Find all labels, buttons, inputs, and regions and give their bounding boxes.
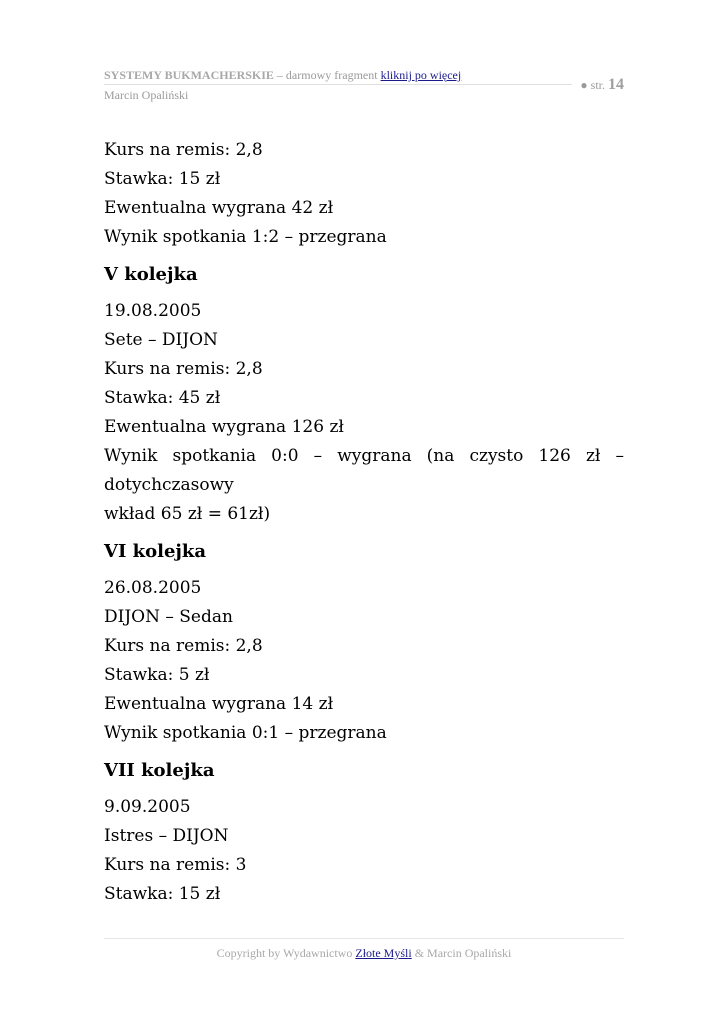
page-footer bbox=[104, 946, 624, 961]
section-heading-round6: VI kolejka bbox=[104, 541, 207, 562]
text-line: DIJON – Sedan bbox=[104, 607, 233, 627]
page-header bbox=[104, 68, 624, 102]
text-line: Stawka: 15 zł bbox=[104, 169, 221, 189]
text-line: Stawka: 15 zł bbox=[104, 884, 221, 904]
page-prefix: ● str. bbox=[580, 78, 605, 92]
text-line: Istres – DIJON bbox=[104, 826, 229, 846]
header-title-line bbox=[104, 68, 624, 83]
text-line: wkład 65 zł = 61zł) bbox=[104, 504, 271, 524]
header-author: Marcin Opaliński bbox=[104, 88, 189, 102]
text-line: Wynik spotkania 0:0 – wygrana (na czysto 126 zł – dotychczasowy bbox=[104, 446, 624, 495]
text-line: Ewentualna wygrana 126 zł bbox=[104, 417, 344, 437]
page-number-value: 14 bbox=[608, 76, 624, 93]
text-line: 9.09.2005 bbox=[104, 797, 191, 817]
text-line: 26.08.2005 bbox=[104, 578, 202, 598]
header-divider bbox=[104, 84, 572, 85]
section-heading-round7: VII kolejka bbox=[104, 760, 215, 781]
footer-divider bbox=[104, 938, 624, 939]
header-separator: – darmowy fragment bbox=[276, 68, 378, 82]
text-line: Stawka: 45 zł bbox=[104, 388, 221, 408]
text-line: Kurs na remis: 2,8 bbox=[104, 359, 263, 379]
more-link[interactable]: kliknij po więcej bbox=[380, 68, 462, 82]
page-number bbox=[580, 76, 624, 94]
footer-author: & Marcin Opaliński bbox=[414, 946, 512, 960]
section-heading-round5: V kolejka bbox=[104, 264, 198, 285]
text-line: Kurs na remis: 3 bbox=[104, 855, 247, 875]
footer-copyright: Copyright by Wydawnictwo bbox=[216, 946, 353, 960]
page-content bbox=[104, 136, 624, 909]
text-line: Wynik spotkania 0:1 – przegrana bbox=[104, 723, 387, 743]
text-line: Sete – DIJON bbox=[104, 330, 218, 350]
text-line: Ewentualna wygrana 42 zł bbox=[104, 198, 334, 218]
text-line: Kurs na remis: 2,8 bbox=[104, 140, 263, 160]
text-line: Wynik spotkania 1:2 – przegrana bbox=[104, 227, 387, 247]
text-line: Ewentualna wygrana 14 zł bbox=[104, 694, 334, 714]
text-line: 19.08.2005 bbox=[104, 301, 202, 321]
text-line: Stawka: 5 zł bbox=[104, 665, 210, 685]
text-line: Kurs na remis: 2,8 bbox=[104, 636, 263, 656]
publisher-link[interactable]: Złote Myśli bbox=[355, 946, 412, 960]
book-series-title: SYSTEMY BUKMACHERSKIE bbox=[104, 68, 274, 82]
